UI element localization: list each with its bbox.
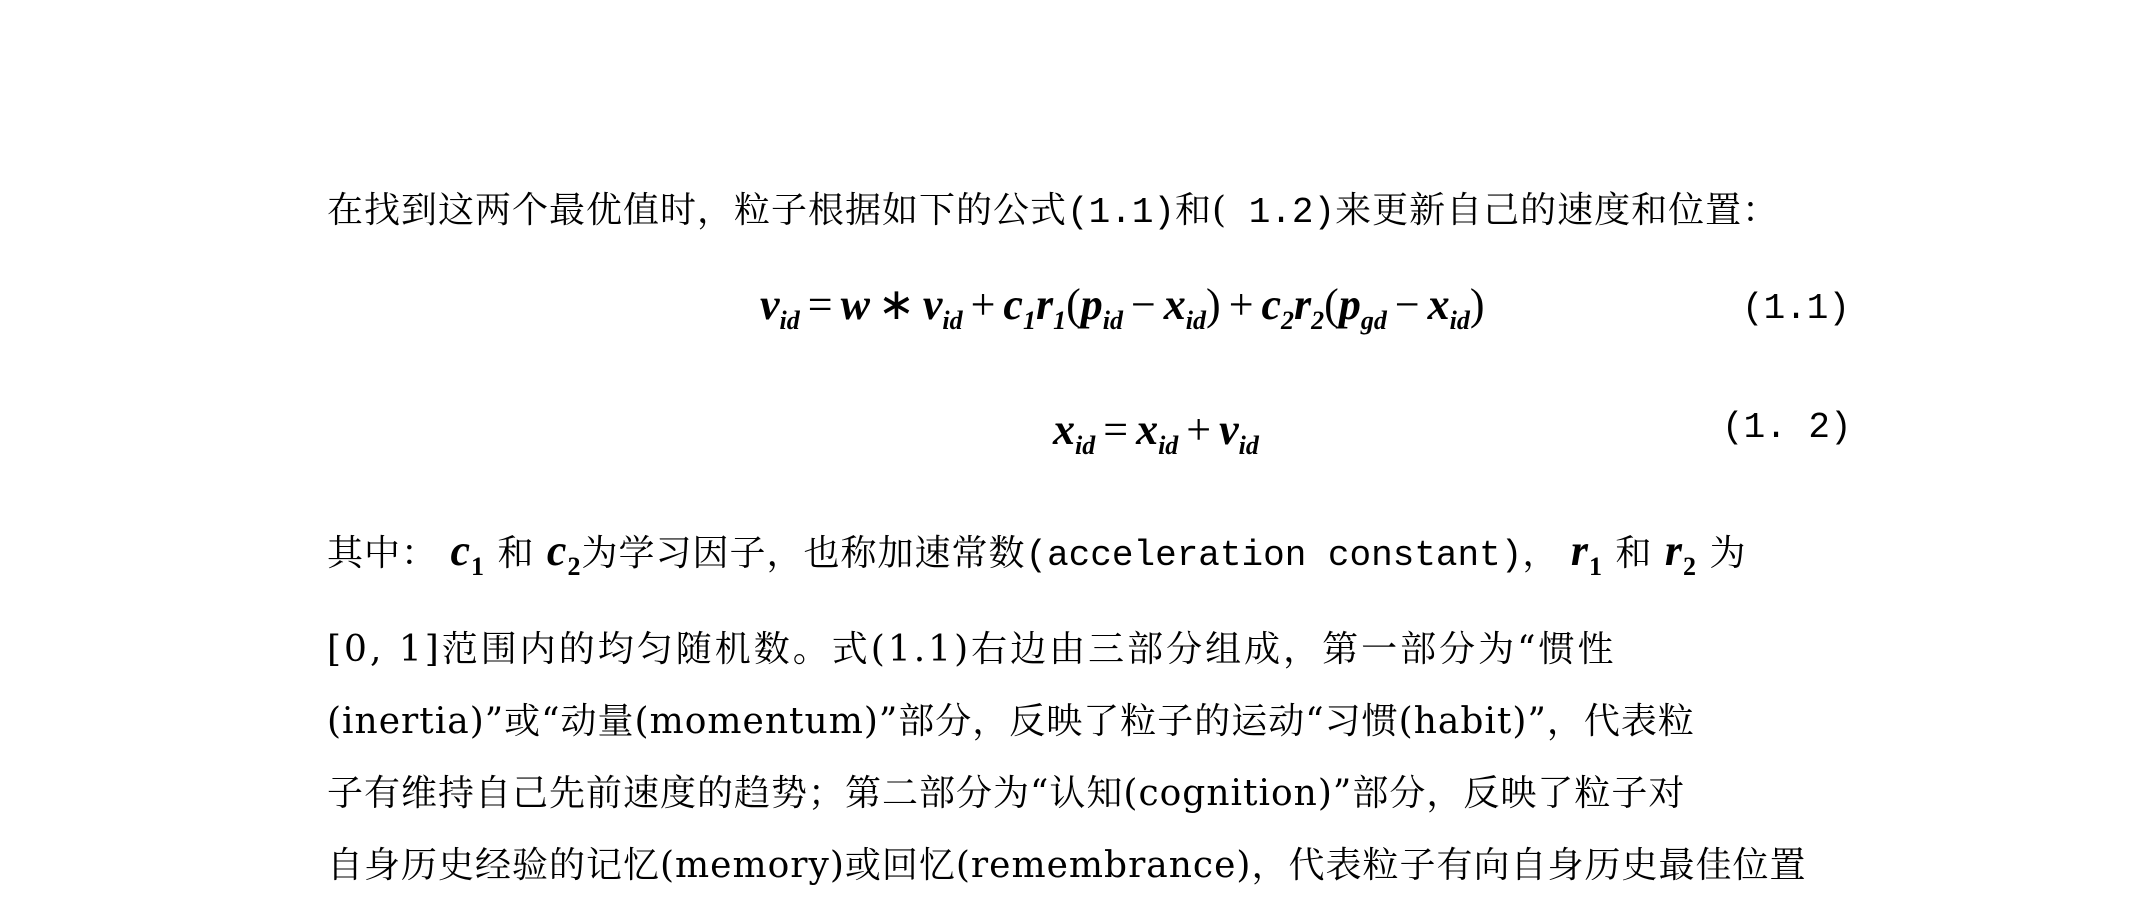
body-line-3: 子有维持自己先前速度的趋势；第二部分为“认知(cognition)”部分，反映了粒子对 — [327, 773, 1686, 814]
equation-velocity: $v_{id} = w$ ∗ $v_{id} + c_1r_1(p_{id} - x_{id}) + c_2r_2(p_{gd} - x_{id})$ — [760, 280, 1485, 335]
equation-number-2: (1. 2) — [1722, 407, 1852, 448]
paragraph-where: 其中： $c_1$ 和 $c_2$为学习因子，也称加速常数(acceleration constant)， $r_1$ 和 $r_2$ 为 — [327, 526, 1747, 581]
intro-ref-1: (1.1) — [1067, 192, 1176, 233]
equation-position: $x_{id} = x_{id} + v_{id}$ — [1053, 405, 1259, 460]
body-line-1: [0, 1]范围内的均匀随机数。式(1.1)右边由三部分组成，第一部分为“惯性 — [327, 629, 1617, 670]
intro-text-c: 来更新自己的速度和位置： — [1335, 190, 1780, 231]
var-r2: $r_2$ — [1664, 526, 1697, 581]
intro-ref-2: 1.2) — [1227, 192, 1336, 233]
body-line-4: 自身历史经验的记忆(memory)或回忆(remembrance)，代表粒子有向自身历史最佳位置 — [327, 845, 1807, 886]
intro-text-a: 在找到这两个最优值时，粒子根据如下的公式 — [327, 190, 1068, 231]
body-line-2: (inertia)”或“动量(momentum)”部分，反映了粒子的运动“习惯(habit)”，代表粒 — [327, 701, 1695, 742]
var-c1: $c_1$ — [450, 526, 485, 581]
var-c2: $c_2$ — [546, 526, 582, 581]
paragraph-intro — [327, 186, 1779, 238]
var-r1: $r_1$ — [1570, 526, 1603, 581]
intro-text-b: 和( — [1175, 190, 1228, 231]
equation-number-1: (1.1) — [1742, 288, 1851, 329]
